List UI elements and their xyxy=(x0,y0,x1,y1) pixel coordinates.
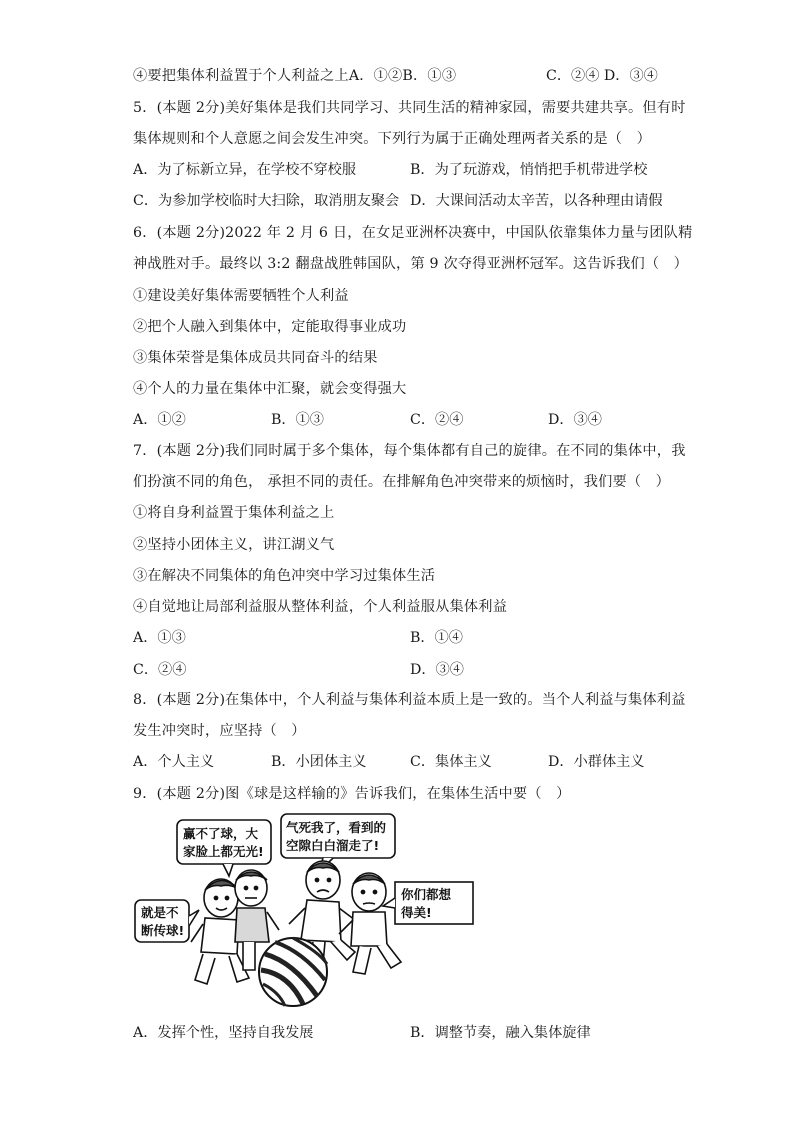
answer-option: C．为参加学校临时大扫除，取消朋友聚会 xyxy=(133,193,400,209)
speech-bubble-1 xyxy=(177,820,271,876)
answer-option: D．③④ xyxy=(548,412,602,428)
text-line: 集体规则和个人意愿之间会发生冲突。下列行为属于正确处理两者关系的是（ ） xyxy=(133,131,651,147)
text-line: ④个人的力量在集体中汇聚，就会变得强大 xyxy=(133,381,407,397)
text-line: 神战胜对手。最终以 3:2 翻盘战胜韩国队，第 9 次夺得亚洲杯冠军。这告诉我们（ ） xyxy=(133,256,689,272)
text-line: ④要把集体利益置于个人利益之上A．①②B．①③ xyxy=(133,68,457,84)
bubble-3-line-2: 得美! xyxy=(401,905,432,920)
text-line: 8．(本题 2分)在集体中，个人利益与集体利益本质上是一致的。当个人利益与集体利益 xyxy=(133,692,686,708)
answer-option: A．个人主义 xyxy=(133,754,215,770)
text-line: 发生冲突时，应坚持（ ） xyxy=(133,723,306,739)
answer-option: C．②④ D．③④ xyxy=(546,68,658,84)
answer-option: D．小群体主义 xyxy=(548,754,645,770)
text-line: 7．(本题 2分)我们同时属于多个集体，每个集体都有自己的旋律。在不同的集体中，我 xyxy=(133,443,686,459)
answer-option: C．②④ xyxy=(133,662,187,678)
text-line: 5．(本题 2分)美好集体是我们共同学习、共同生活的精神家园，需要共建共享。但有时 xyxy=(133,100,686,116)
bubble-1-line-2: 家脸上都无光! xyxy=(183,844,264,859)
text-line: ②把个人融入到集体中，定能取得事业成功 xyxy=(133,319,407,335)
answer-option: D．③④ xyxy=(410,662,464,678)
text-line: ③在解决不同集体的角色冲突中学习过集体生活 xyxy=(133,568,436,584)
text-line: 们扮演不同的角色， 承担不同的责任。在排解角色冲突带来的烦恼时，我们要（ ） xyxy=(133,474,671,490)
cartoon-figure xyxy=(133,812,478,1012)
answer-option: B．调整节奏，融入集体旋律 xyxy=(410,1025,591,1041)
answer-option: A．为了标新立异，在学校不穿校服 xyxy=(133,162,357,178)
answer-option: A．发挥个性，坚持自我发展 xyxy=(133,1025,314,1041)
answer-option: A．①③ xyxy=(133,630,186,646)
text-line: 6．(本题 2分)2022 年 2 月 6 日，在女足亚洲杯决赛中，中国队依靠集体力量与团队精 xyxy=(133,225,693,241)
text-line: ①将自身利益置于集体利益之上 xyxy=(133,505,335,521)
answer-option: C．集体主义 xyxy=(410,754,492,770)
bubble-2-line-1: 气死我了，看到的 xyxy=(286,820,387,835)
answer-option: D．大课间活动太辛苦，以各种理由请假 xyxy=(410,193,663,209)
answer-option: A．①② xyxy=(133,412,186,428)
cartoon-illustration xyxy=(133,812,478,1012)
bubble-1-line-1: 赢不了球，大 xyxy=(183,826,259,841)
text-line: 9．(本题 2分)图《球是这样输的》告诉我们，在集体生活中要（ ） xyxy=(133,786,571,802)
bubble-2-line-2: 空隙白白溜走了! xyxy=(286,838,380,853)
speech-bubble-2 xyxy=(281,814,395,872)
speech-bubble-4 xyxy=(135,900,199,942)
text-line: ①建设美好集体需要牺牲个人利益 xyxy=(133,288,349,304)
text-line: ②坚持小团体主义，讲江湖义气 xyxy=(133,537,335,553)
answer-option: B．小团体主义 xyxy=(271,754,367,770)
answer-option: B．①④ xyxy=(410,630,463,646)
speech-bubble-3 xyxy=(383,882,473,924)
bubble-4-line-1: 就是不 xyxy=(141,905,179,920)
text-line: ③集体荣誉是集体成员共同奋斗的结果 xyxy=(133,350,378,366)
ball-icon xyxy=(259,938,327,1006)
answer-option: B．①③ xyxy=(271,412,324,428)
answer-option: B．为了玩游戏，悄悄把手机带进学校 xyxy=(410,162,648,178)
bubble-4-line-2: 断传球! xyxy=(141,923,185,938)
bubble-3-line-1: 你们都想 xyxy=(401,887,452,902)
text-line: ④自觉地让局部利益服从整体利益，个人利益服从集体利益 xyxy=(133,599,508,615)
answer-option: C．②④ xyxy=(410,412,464,428)
